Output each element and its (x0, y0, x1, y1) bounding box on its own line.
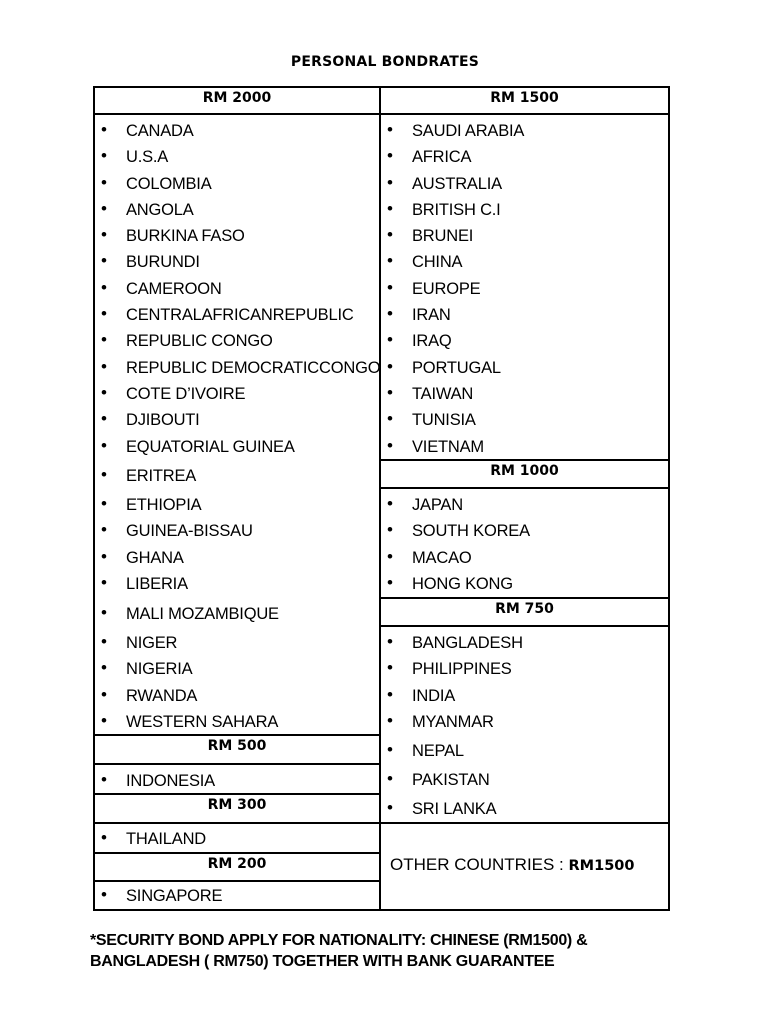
rm1000-country-list (381, 492, 530, 597)
rm2000-country-list-5 (95, 630, 278, 735)
country-item: • BRUNEI (381, 223, 524, 249)
rm750-country-list-2 (381, 738, 464, 764)
rm200-bottom-divider (93, 880, 381, 882)
country-item: • VIETNAM (381, 434, 524, 460)
country-item: • EUROPE (381, 276, 524, 302)
header-rm2000: RM 2000 (202, 90, 272, 106)
country-item: • JAPAN (381, 492, 530, 518)
security-bond-footnote (90, 930, 690, 972)
country-item: • LIBERIA (95, 571, 253, 597)
country-item: • SINGAPORE (95, 883, 222, 909)
rm2000-country-list-3 (95, 492, 253, 597)
country-item: • TUNISIA (381, 407, 524, 433)
country-item: • REPUBLIC DEMOCRATICCONGO (95, 355, 380, 381)
rm2000-country-list-4 (95, 601, 279, 627)
country-item: • BANGLADESH (381, 630, 523, 656)
country-item: • IRAN (381, 302, 524, 328)
country-item: • THAILAND (95, 826, 206, 852)
country-item: • NIGERIA (95, 656, 278, 682)
country-item: • TAIWAN (381, 381, 524, 407)
country-item: • CENTRALAFRICANREPUBLIC (95, 302, 380, 328)
rm300-bottom-divider (93, 822, 670, 824)
rm300-country-list (95, 826, 206, 852)
other-countries-label: OTHER COUNTRIES : (390, 855, 569, 874)
rm500-country-list (95, 768, 215, 794)
country-item: • HONG KONG (381, 571, 530, 597)
country-item: • WESTERN SAHARA (95, 709, 278, 735)
country-item: • MYANMAR (381, 709, 523, 735)
other-countries-rate (390, 855, 634, 875)
rm750-country-list (381, 630, 523, 735)
country-item: • ETHIOPIA (95, 492, 253, 518)
rm200-top-divider (93, 852, 381, 854)
country-item: • ERITREA (95, 463, 196, 489)
header-rm750: RM 750 (495, 601, 554, 617)
country-item: • MACAO (381, 545, 530, 571)
country-item: • COLOMBIA (95, 171, 380, 197)
country-item: • REPUBLIC CONGO (95, 328, 380, 354)
rm2000-country-list-2 (95, 463, 196, 489)
country-item: • GHANA (95, 545, 253, 571)
country-item: • BURUNDI (95, 249, 380, 275)
header-rm1500: RM 1500 (490, 90, 559, 106)
country-item: • SAUDI ARABIA (381, 118, 524, 144)
rm1000-bottom-divider (379, 487, 670, 489)
header-rm500: RM 500 (207, 738, 267, 754)
country-item: • BRITISH C.I (381, 197, 524, 223)
country-item: • EQUATORIAL GUINEA (95, 434, 380, 460)
rm200-country-list (95, 883, 222, 909)
country-item: • NEPAL (381, 738, 464, 764)
country-item: • ANGOLA (95, 197, 380, 223)
country-item: • RWANDA (95, 683, 278, 709)
rm2000-country-list (95, 118, 380, 460)
country-item: • CAMEROON (95, 276, 380, 302)
country-item: • DJIBOUTI (95, 407, 380, 433)
country-item: • BURKINA FASO (95, 223, 380, 249)
country-item: • MALI MOZAMBIQUE (95, 601, 279, 627)
country-item: • PORTUGAL (381, 355, 524, 381)
country-item: • GUINEA-BISSAU (95, 518, 253, 544)
rm750-country-list-3 (381, 767, 490, 793)
country-item: • U.S.A (95, 144, 380, 170)
country-item: • AFRICA (381, 144, 524, 170)
rm500-bottom-divider (93, 763, 381, 765)
page-title: PERSONAL BONDRATES (290, 54, 480, 70)
footnote-line-2: BANGLADESH ( RM750) TOGETHER WITH BANK GUARANTEE (90, 953, 555, 970)
other-countries-value: RM1500 (568, 858, 635, 874)
country-item: • INDONESIA (95, 768, 215, 794)
country-item: • INDIA (381, 683, 523, 709)
country-item: • CANADA (95, 118, 380, 144)
country-item: • NIGER (95, 630, 278, 656)
header-row-divider (93, 113, 670, 115)
footnote-line-1: *SECURITY BOND APPLY FOR NATIONALITY: CHINESE (RM1500) & (90, 932, 588, 949)
country-item: • COTE D’IVOIRE (95, 381, 380, 407)
rm1500-country-list (381, 118, 524, 460)
country-item: • IRAQ (381, 328, 524, 354)
header-rm200: RM 200 (207, 856, 267, 872)
header-rm1000: RM 1000 (490, 463, 559, 479)
country-item: • PHILIPPINES (381, 656, 523, 682)
country-item: • SRI LANKA (381, 796, 496, 822)
rm750-country-list-4 (381, 796, 496, 822)
rm750-top-divider (379, 597, 670, 599)
country-item: • PAKISTAN (381, 767, 490, 793)
country-item: • CHINA (381, 249, 524, 275)
country-item: • AUSTRALIA (381, 171, 524, 197)
header-rm300: RM 300 (207, 797, 267, 813)
rm750-bottom-divider (379, 625, 670, 627)
country-item: • SOUTH KOREA (381, 518, 530, 544)
